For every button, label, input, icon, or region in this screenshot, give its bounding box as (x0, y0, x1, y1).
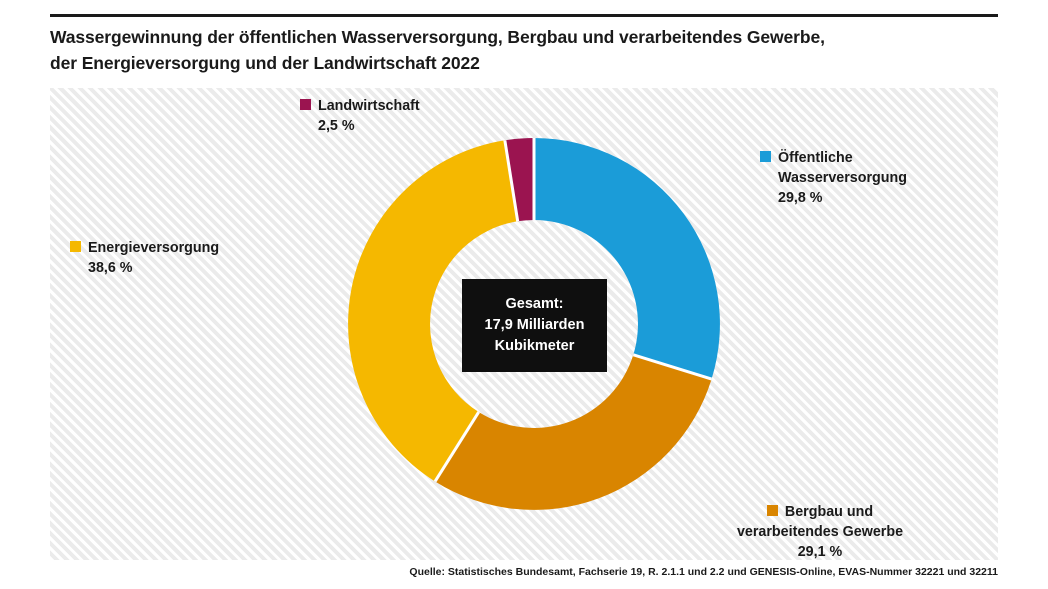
total-unit: Kubikmeter (494, 338, 575, 354)
legend-label-oeffentliche-line2: Wasserversorgung (778, 170, 907, 186)
legend-swatch-icon-energie (70, 241, 81, 252)
legend-swatch-icon-oeffentliche (760, 151, 771, 162)
header-divider (50, 14, 998, 17)
legend-label-bergbau-line1: Bergbau und (784, 504, 874, 520)
legend-swatch-icon-bergbau (767, 505, 778, 516)
legend-value-landwirtschaft: 2,5 % (318, 118, 355, 134)
total-callout (462, 279, 607, 372)
legend-swatch-icon-landwirtschaft (300, 99, 311, 110)
legend-value-energie: 38,6 % (88, 260, 133, 276)
legend-value-oeffentliche: 29,8 % (778, 190, 823, 206)
source-note: Quelle: Statistisches Bundesamt, Fachserie 19, R. 2.1.1 und 2.2 und GENESIS-Online, EVAS-Nummer 32221 und 32211 (409, 566, 998, 578)
legend-oeffentliche-wasserversorgung (760, 148, 990, 208)
page-title-line-2: der Energieversorgung und der Landwirtschaft 2022 (50, 53, 480, 73)
legend-label-bergbau-line2: verarbeitendes Gewerbe (736, 524, 904, 540)
slice-bergbau-verarbeitendes-gewerbe[interactable] (435, 355, 712, 510)
page-title (50, 24, 980, 76)
legend-label-oeffentliche-line1: Öffentliche (778, 150, 853, 166)
legend-bergbau-verarbeitendes-gewerbe (670, 502, 970, 562)
legend-label-energie-line1: Energieversorgung (88, 240, 220, 256)
total-value: 17,9 Milliarden (484, 317, 585, 333)
legend-label-landwirtschaft-line1: Landwirtschaft (318, 98, 420, 114)
total-label: Gesamt: (505, 296, 564, 312)
page-title-line-1: Wassergewinnung der öffentlichen Wasserversorgung, Bergbau und verarbeitendes Gewerbe, (50, 27, 825, 47)
legend-energieversorgung (70, 238, 315, 278)
legend-value-bergbau: 29,1 % (797, 544, 843, 560)
legend-landwirtschaft (300, 96, 520, 136)
